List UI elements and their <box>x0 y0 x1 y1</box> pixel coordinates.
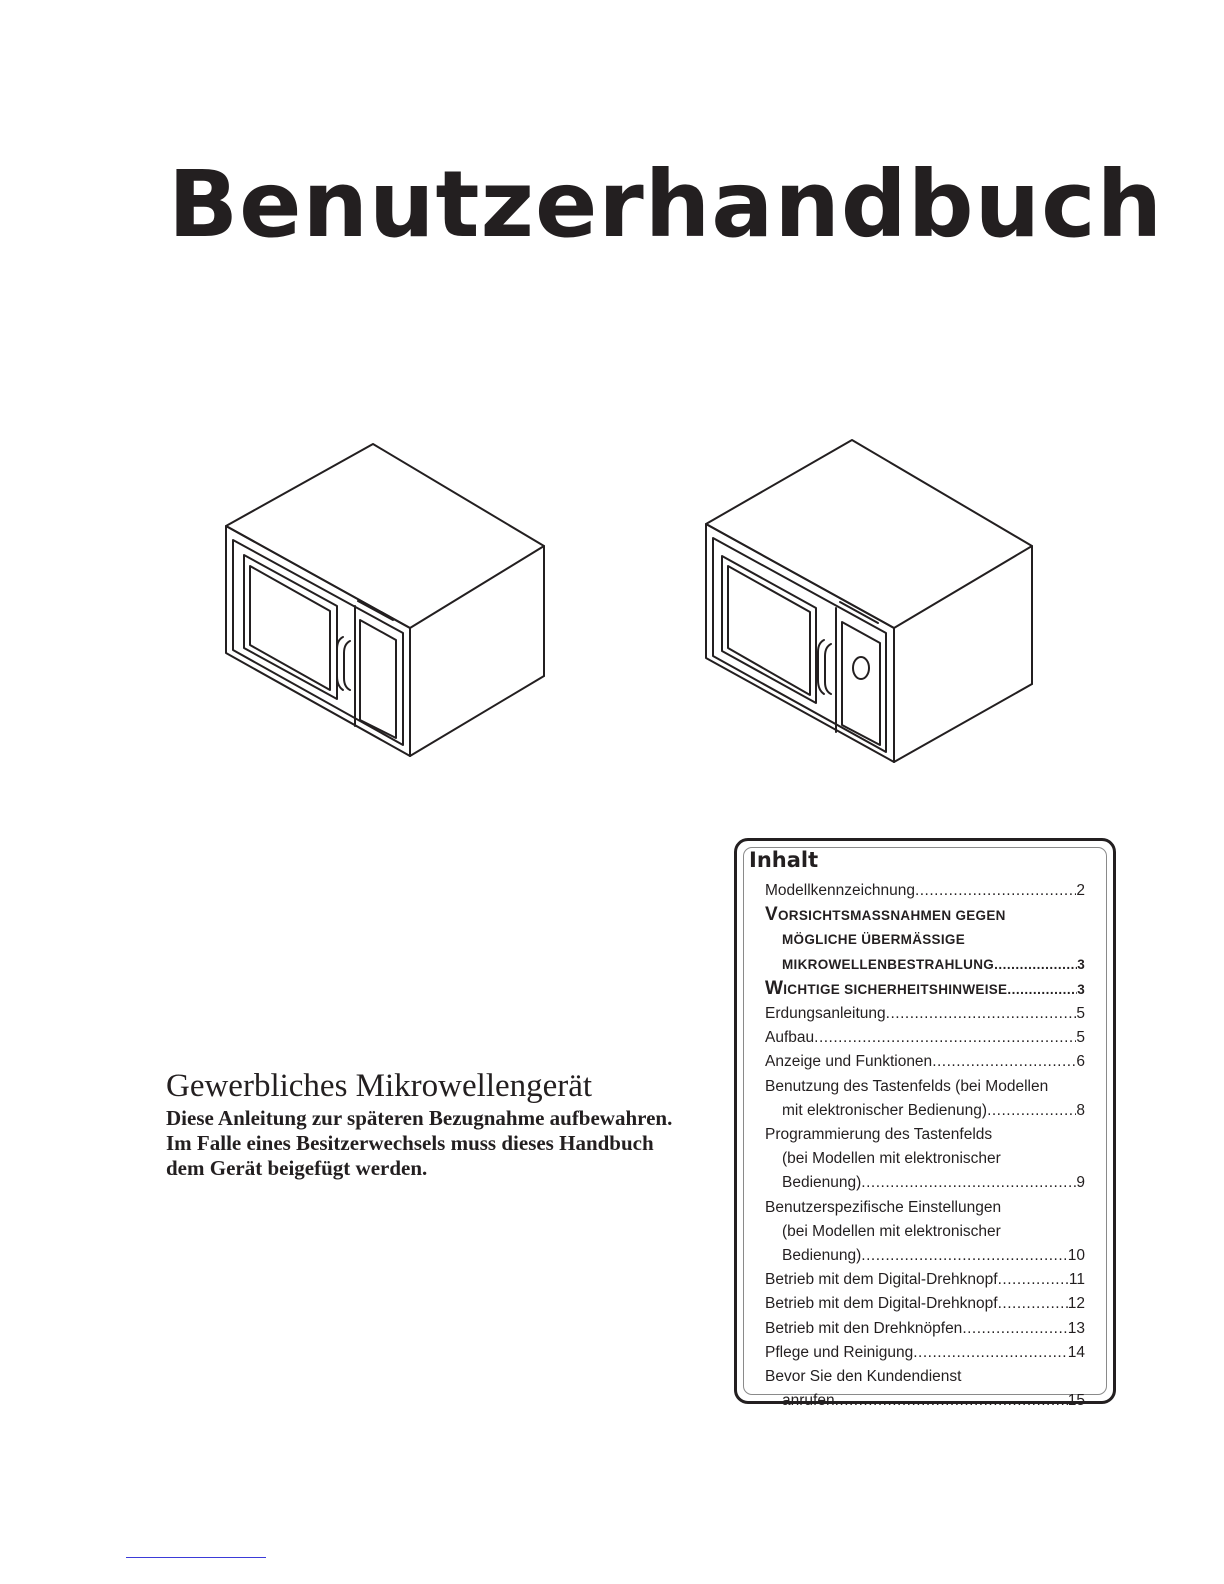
toc-entry[interactable]: Modellkennzeichnung ..... 2 <box>765 879 1085 903</box>
toc-entry[interactable]: Aufbau ..... 5 <box>765 1026 1085 1050</box>
product-description <box>166 1066 726 1181</box>
note-line: Im Falle eines Besitzerwechsels muss dieses Handbuch <box>166 1131 654 1155</box>
toc-entry[interactable]: Betrieb mit dem Digital-Drehknopf ..... 12 <box>765 1292 1085 1316</box>
toc-entry[interactable]: Anzeige und Funktionen ..... 6 <box>765 1050 1085 1074</box>
toc-entry[interactable]: WICHTIGE SICHERHEITSHINWEISE ..... 3 <box>765 977 1085 1002</box>
note-line: Diese Anleitung zur späteren Bezugnahme aufbewahren. <box>166 1106 673 1130</box>
toc-entry[interactable]: VORSICHTSMASSNAHMEN GEGEN <box>765 904 1006 926</box>
toc-entry[interactable]: Erdungsanleitung ..... 5 <box>765 1002 1085 1026</box>
toc-entry-continued: Bedienung) ..... 10 <box>765 1244 1085 1268</box>
toc-entry-continued: Bedienung) ..... 9 <box>765 1171 1085 1195</box>
manual-title: Benutzerhandbuch <box>168 151 1164 258</box>
toc-entry-continued: MÖGLICHE ÜBERMÄSSIGE <box>782 932 966 948</box>
toc-title: Inhalt <box>749 848 819 872</box>
product-heading: Gewerbliches Mikrowellengerät <box>166 1068 593 1104</box>
toc-entry-continued: MIKROWELLENBESTRAHLUNG ..... 3 <box>765 953 1085 977</box>
table-of-contents <box>734 838 1116 1410</box>
toc-list <box>765 879 1085 1413</box>
toc-entry[interactable]: Pflege und Reinigung ..... 14 <box>765 1341 1085 1365</box>
toc-entry[interactable]: Benutzung des Tastenfelds (bei Modellen <box>765 1077 1049 1095</box>
microwave-dial-model-illustration <box>706 440 1032 762</box>
note-line: dem Gerät beigefügt werden. <box>166 1156 428 1180</box>
microwave-keypad-model-illustration <box>226 444 544 756</box>
toc-entry[interactable]: Betrieb mit dem Digital-Drehknopf ..... 11 <box>765 1268 1085 1292</box>
toc-entry-continued: (bei Modellen mit elektronischer <box>782 1150 1001 1168</box>
toc-entry[interactable]: Benutzerspezifische Einstellungen <box>765 1198 1002 1216</box>
toc-entry[interactable]: Betrieb mit den Drehknöpfen ..... 13 <box>765 1317 1085 1341</box>
toc-entry-continued: mit elektronischer Bedienung) ..... 8 <box>765 1099 1085 1123</box>
keep-manual-note <box>166 1106 726 1181</box>
toc-entry[interactable]: Programmierung des Tastenfelds <box>765 1126 993 1144</box>
footer-rule <box>126 1557 266 1558</box>
toc-entry[interactable]: Bevor Sie den Kundendienst <box>765 1368 962 1386</box>
toc-entry-continued: (bei Modellen mit elektronischer <box>782 1222 1001 1240</box>
toc-entry-continued: anrufen ..... 15 <box>765 1389 1085 1413</box>
